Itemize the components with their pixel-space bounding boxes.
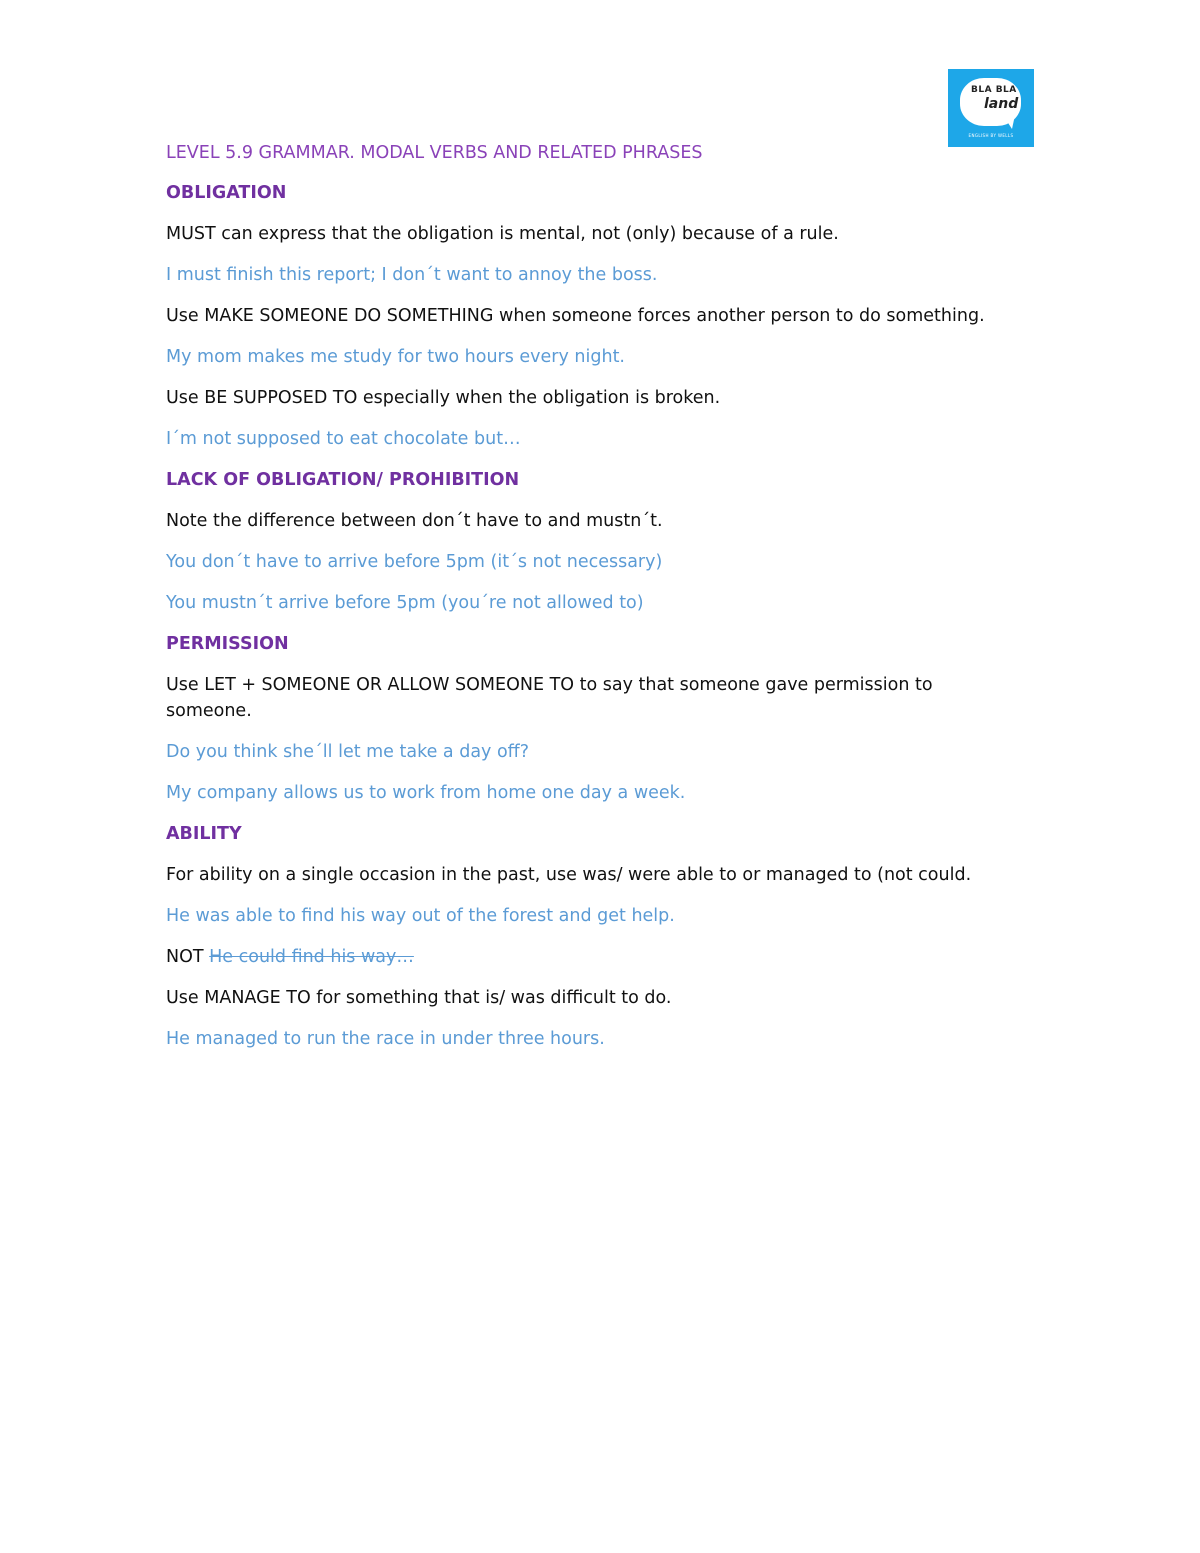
not-label: NOT <box>166 947 210 967</box>
bla-bla-land-logo <box>948 69 1034 147</box>
lack-example-2: You mustn´t arrive before 5pm (you´re not allowed to) <box>166 593 644 613</box>
ability-example-2: He managed to run the race in under three hours. <box>166 1029 605 1049</box>
ability-paragraph-1: For ability on a single occasion in the past, use was/ were able to or managed to (not could. <box>166 865 972 885</box>
permission-paragraph-1: Use LET + SOMEONE OR ALLOW SOMEONE TO to say that someone gave permission to someone. <box>166 675 933 721</box>
lack-example-1: You don´t have to arrive before 5pm (it´s not necessary) <box>166 552 663 572</box>
obligation-paragraph-3: Use BE SUPPOSED TO especially when the obligation is broken. <box>166 388 721 408</box>
logo-line-1: BLA BLA <box>971 85 1017 95</box>
ability-paragraph-2: Use MANAGE TO for something that is/ was difficult to do. <box>166 988 672 1008</box>
ability-example-1: He was able to find his way out of the forest and get help. <box>166 906 675 926</box>
obligation-paragraph-2: Use MAKE SOMEONE DO SOMETHING when someone forces another person to do something. <box>166 306 985 326</box>
obligation-example-2: My mom makes me study for two hours every night. <box>166 347 625 367</box>
ability-not-line <box>166 944 1006 970</box>
document-body <box>166 140 1006 1067</box>
heading-lack-of-obligation: LACK OF OBLIGATION/ PROHIBITION <box>166 470 520 490</box>
obligation-paragraph-1: MUST can express that the obligation is mental, not (only) because of a rule. <box>166 224 839 244</box>
logo-tagline: ENGLISH BY WELLS <box>968 133 1014 138</box>
heading-obligation: OBLIGATION <box>166 183 287 203</box>
lack-paragraph-1: Note the difference between don´t have to and mustn´t. <box>166 511 663 531</box>
logo-line-2: land <box>984 96 1019 112</box>
permission-example-2: My company allows us to work from home one day a week. <box>166 783 686 803</box>
obligation-example-3: I´m not supposed to eat chocolate but… <box>166 429 521 449</box>
permission-example-1: Do you think she´ll let me take a day off? <box>166 742 530 762</box>
heading-permission: PERMISSION <box>166 634 289 654</box>
obligation-example-1: I must finish this report; I don´t want to annoy the boss. <box>166 265 658 285</box>
document-title: LEVEL 5.9 GRAMMAR. MODAL VERBS AND RELATED PHRASES <box>166 143 703 163</box>
speech-bubble-tail <box>1003 115 1015 129</box>
struck-example: He could find his way… <box>209 947 414 967</box>
heading-ability: ABILITY <box>166 824 242 844</box>
